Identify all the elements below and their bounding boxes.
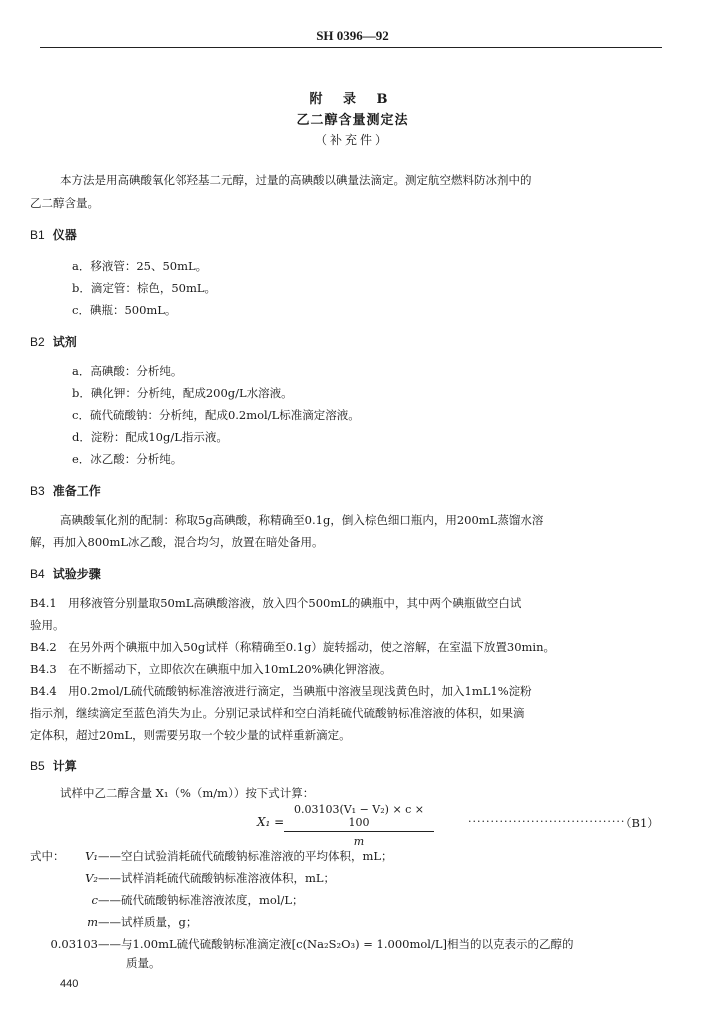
section-title: 仪器 <box>52 228 77 242</box>
definition-text: ——硫代硫酸钠标准溶液浓度，mol/L； <box>98 893 304 907</box>
definition-v1 <box>64 848 393 864</box>
section-b2-heading <box>30 333 77 350</box>
step-b4-2: B4.2 在另外两个碘瓶中加入50g试样（称精确至0.1g）旋转摇动，使之溶解，在室温下放置30min。 <box>30 640 556 654</box>
definition-text: ——空白试验消耗硫代硫酸钠标准溶液的平均体积，mL； <box>98 849 393 863</box>
definition-constant <box>46 936 573 952</box>
step-b4-3: B4.3 在不断摇动下，立即依次在碘瓶中加入10mL20%碘化钾溶液。 <box>30 662 392 676</box>
page-number: 440 <box>60 978 79 990</box>
appendix-label: 附 录 B <box>309 92 396 107</box>
section-title: 试验步骤 <box>52 567 101 581</box>
formula-numerator: 0.03103(V₁ − V₂) × c × 100 <box>284 803 434 832</box>
intro-line-2: 乙二醇含量。 <box>30 196 99 210</box>
section-number: B4 <box>30 567 45 581</box>
list-item: a．移液管：25、50mL。 <box>72 259 208 273</box>
definition-v2 <box>64 870 335 886</box>
list-item: c．硫代硫酸钠：分析纯，配成0.2mol/L标准滴定溶液。 <box>72 408 360 422</box>
definition-symbol: V₂ <box>85 871 98 885</box>
step-b4-4-line-2: 指示剂，继续滴定至蓝色消失为止。分别记录试样和空白消耗硫代硫酸钠标准溶液的体积，如果滴 <box>30 706 525 720</box>
step-b4-4-line-1: B4.4 用0.2mol/L硫代硫酸钠标准溶液进行滴定，当碘瓶中溶液呈现浅黄色时，加入1mL1%淀粉 <box>30 684 532 698</box>
definition-text: ——试样质量，g； <box>98 915 198 929</box>
list-item: b．碘化钾：分析纯，配成200g/L水溶液。 <box>72 386 293 400</box>
section-title: 试剂 <box>52 335 77 349</box>
definition-constant-cont: 质量。 <box>126 956 161 970</box>
step-b4-1-line-1: B4.1 用移液管分别量取50mL高碘酸溶液，放入四个500mL的碘瓶中，其中两个碘瓶做空白试 <box>30 596 522 610</box>
definition-symbol: m <box>87 915 98 929</box>
appendix-title: 乙二醇含量测定法 <box>296 113 409 128</box>
standard-code: SH 0396—92 <box>316 28 389 43</box>
section-b4-heading <box>30 565 101 582</box>
list-item: e．冰乙酸：分析纯。 <box>72 452 183 466</box>
formula-number: （B1） <box>620 816 659 830</box>
section-number: B3 <box>30 484 45 498</box>
formula-lhs: X₁ = <box>257 815 285 829</box>
formula-leader-dots: ··································· <box>468 815 626 828</box>
list-item: a．高碘酸：分析纯。 <box>72 364 183 378</box>
list-item: c．碘瓶：500mL。 <box>72 303 177 317</box>
list-item: b．滴定管：棕色，50mL。 <box>72 281 217 295</box>
step-b4-4-line-3: 定体积，超过20mL，则需要另取一个较少量的试样重新滴定。 <box>30 728 351 742</box>
appendix-subtitle: （补充件） <box>314 133 390 147</box>
definition-m <box>64 914 197 930</box>
definition-c <box>64 892 304 908</box>
section-b1-heading <box>30 226 77 243</box>
section-number: B5 <box>30 759 45 773</box>
header-rule <box>40 47 662 48</box>
section-b5-heading <box>30 757 77 774</box>
definition-symbol: V₁ <box>85 849 98 863</box>
intro-line-1: 本方法是用高碘酸氧化邻羟基二元醇，过量的高碘酸以碘量法滴定。测定航空燃料防冰剂中的 <box>60 173 532 187</box>
definition-symbol: c <box>91 893 98 907</box>
formula-denominator: m <box>353 835 365 848</box>
section-number: B1 <box>30 228 45 242</box>
where-label: 式中： <box>30 849 65 863</box>
b3-line-1: 高碘酸氧化剂的配制：称取5g高碘酸，称精确至0.1g，倒入棕色细口瓶内，用200mL蒸馏水溶 <box>60 513 544 527</box>
definition-text: ——试样消耗硫代硫酸钠标准溶液体积，mL； <box>98 871 336 885</box>
definition-symbol: 0.03103 <box>50 937 98 951</box>
b5-intro: 试样中乙二醇含量 X₁（%（m/m））按下式计算： <box>60 786 315 800</box>
section-number: B2 <box>30 335 45 349</box>
formula-fraction <box>284 803 434 848</box>
section-b3-heading <box>30 482 101 499</box>
b3-line-2: 解，再加入800mL冰乙酸，混合均匀，放置在暗处备用。 <box>30 535 324 549</box>
section-title: 计算 <box>52 759 77 773</box>
step-b4-1-line-2: 验用。 <box>30 618 65 632</box>
list-item: d．淀粉：配成10g/L指示液。 <box>72 430 228 444</box>
section-title: 准备工作 <box>52 484 101 498</box>
definition-text: ——与1.00mL硫代硫酸钠标准滴定液[c(Na₂S₂O₃) = 1.000mol/L]相当的以克表示的乙醇的 <box>98 937 574 951</box>
